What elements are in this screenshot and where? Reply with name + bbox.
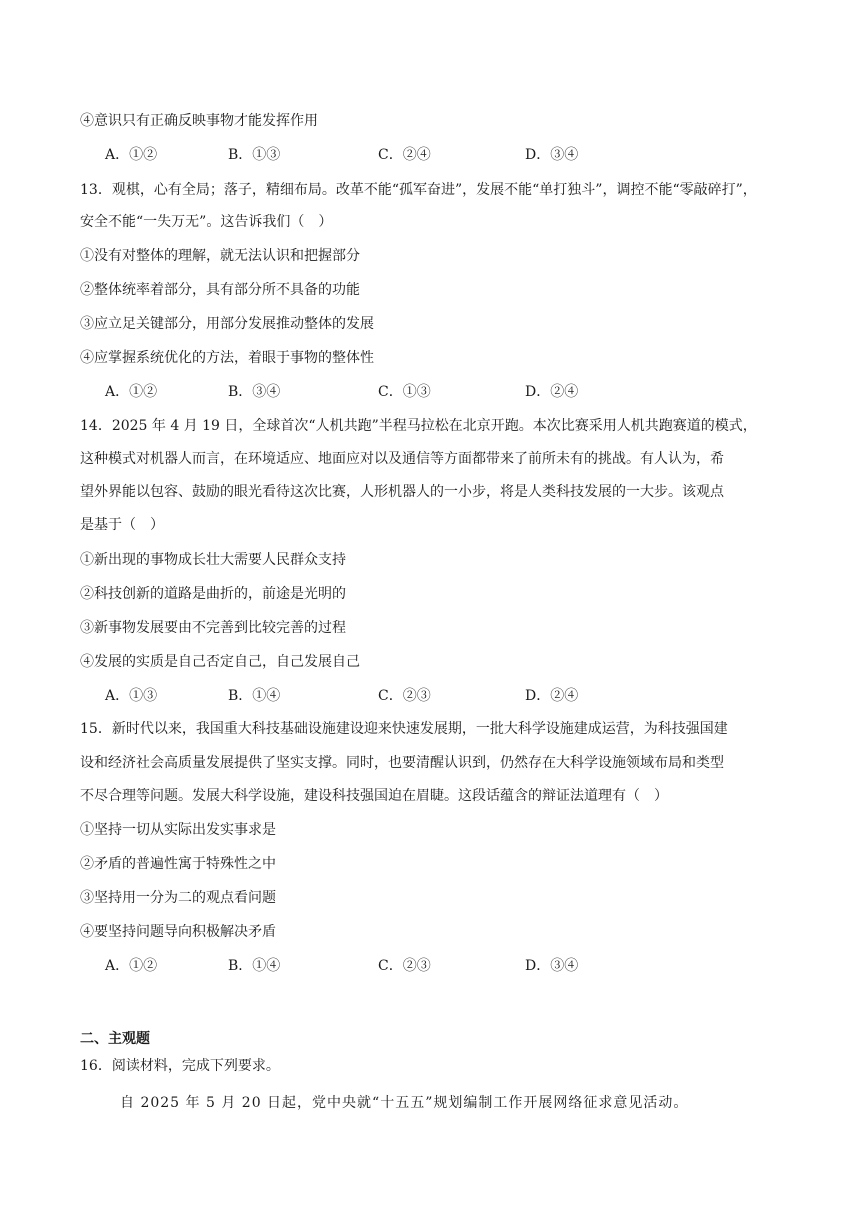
section-title: 二、主观题 (80, 1031, 150, 1047)
q14-stem-line-4: 是基于（ ） (80, 517, 164, 533)
q13-item-3: ③应立足关键部分，用部分发展推动整体的发展 (80, 316, 374, 332)
q12-item-4: ④意识只有正确反映事物才能发挥作用 (80, 113, 318, 129)
q15-stem-line-1: 15．新时代以来，我国重大科技基础设施建设迎来快速发展期，一批大科学设施建成运营，为科技强国建 (80, 721, 728, 737)
q13-item-4: ④应掌握系统优化的方法，着眼于事物的整体性 (80, 350, 374, 366)
q14-stem-line-1: 14．2025 年 4 月 19 日，全球首次“人机共跑”半程马拉松在北京开跑。本次比赛采用人机共跑赛道的模式， (80, 418, 757, 434)
q15-item-1: ①坚持一切从实际出发实事求是 (80, 822, 276, 838)
q15-option-b: B．①④ (228, 958, 281, 974)
q14-stem-line-2: 这种模式对机器人而言，在环境适应、地面应对以及通信等方面都带来了前所未有的挑战。有人认为，希 (80, 451, 724, 467)
q13-item-1: ①没有对整体的理解，就无法认识和把握部分 (80, 248, 360, 264)
q13-option-a: A．①② (105, 384, 158, 400)
q15-option-d: D．③④ (525, 958, 579, 974)
q12-option-c: C．②④ (378, 147, 431, 163)
q15-option-a: A．①② (105, 958, 158, 974)
q12-option-d: D．③④ (525, 147, 579, 163)
q13-item-2: ②整体统率着部分，具有部分所不具备的功能 (80, 282, 360, 298)
q15-option-c: C．②③ (378, 958, 431, 974)
q14-item-4: ④发展的实质是自己否定自己，自己发展自己 (80, 654, 360, 670)
q15-item-4: ④要坚持问题导向积极解决矛盾 (80, 924, 276, 940)
q15-stem-line-3: 不尽合理等问题。发展大科学设施，建设科技强国迫在眉睫。这段话蕴含的辩证法道理有（ ） (80, 788, 668, 804)
q13-stem-line-1: 13．观棋，心有全局；落子，精细布局。改革不能“孤军奋进”，发展不能“单打独斗”，调控不能“零敲碎打”， (80, 182, 757, 198)
q16-stem: 16．阅读材料，完成下列要求。 (80, 1058, 280, 1074)
q13-option-b: B．③④ (228, 384, 281, 400)
q13-option-d: D．②④ (525, 384, 579, 400)
q12-option-a: A．①② (105, 147, 158, 163)
q16-material-line-1: 自 2025 年 5 月 20 日起，党中央就“十五五”规划编制工作开展网络征求意见活动。 (120, 1095, 689, 1111)
q14-option-d: D．②④ (525, 688, 579, 704)
q14-item-2: ②科技创新的道路是曲折的，前途是光明的 (80, 586, 346, 602)
q15-stem-line-2: 设和经济社会高质量发展提供了坚实支撑。同时，也要清醒认识到，仍然存在大科学设施领域布局和类型 (80, 755, 724, 771)
q14-option-b: B．①④ (228, 688, 281, 704)
q14-item-3: ③新事物发展要由不完善到比较完善的过程 (80, 620, 346, 636)
q13-stem-line-2: 安全不能“一失万无”。这告诉我们（ ） (80, 214, 333, 230)
q14-stem-line-3: 望外界能以包容、鼓励的眼光看待这次比赛，人形机器人的一小步，将是人类科技发展的一大步。该观点 (80, 484, 724, 500)
q14-option-c: C．②③ (378, 688, 431, 704)
q13-option-c: C．①③ (378, 384, 431, 400)
q14-item-1: ①新出现的事物成长壮大需要人民群众支持 (80, 552, 346, 568)
q15-item-3: ③坚持用一分为二的观点看问题 (80, 890, 276, 906)
q15-item-2: ②矛盾的普遍性寓于特殊性之中 (80, 856, 276, 872)
q14-option-a: A．①③ (105, 688, 158, 704)
q12-option-b: B．①③ (228, 147, 281, 163)
